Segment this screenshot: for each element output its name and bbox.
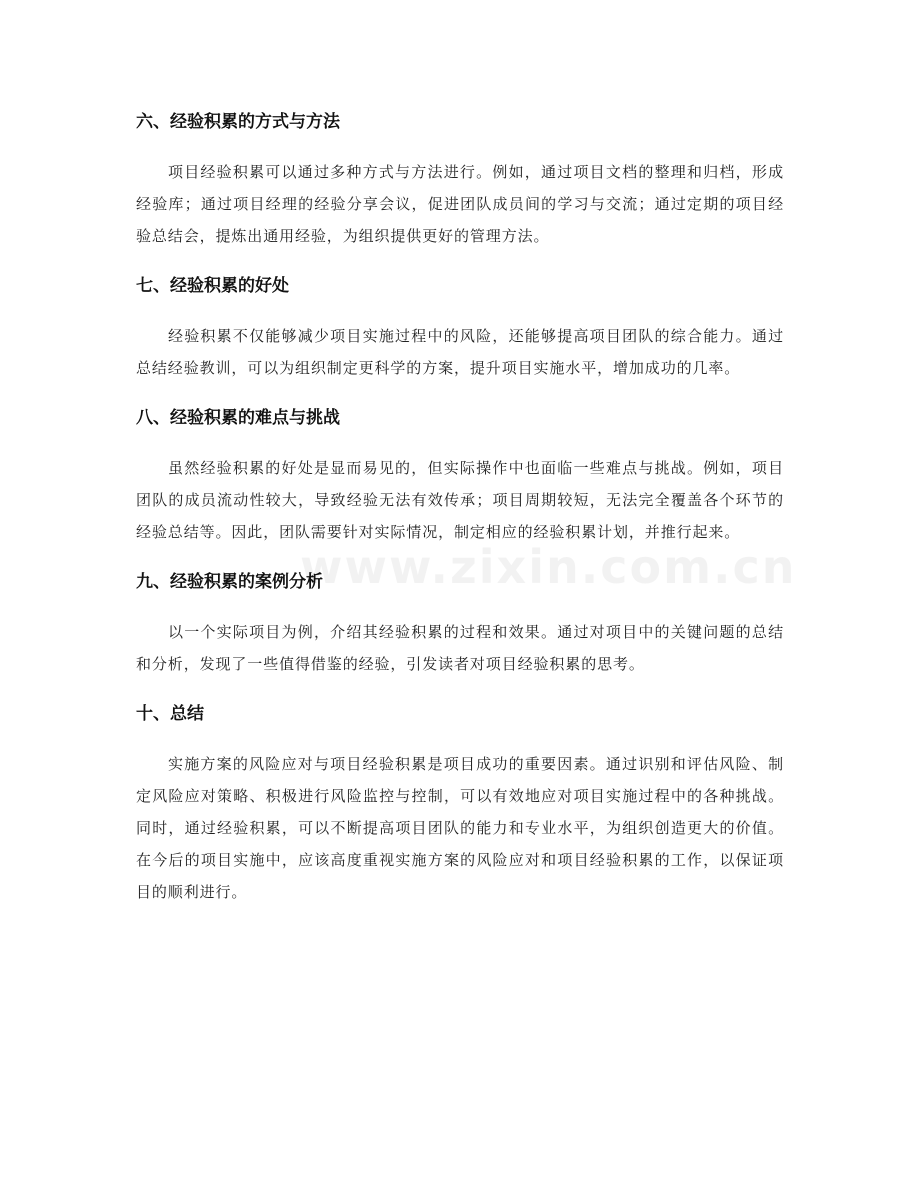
section-heading: 六、经验积累的方式与方法 [136, 112, 340, 132]
section-10 [136, 696, 784, 908]
section-paragraph: 经验积累不仅能够减少项目实施过程中的风险，还能够提高项目团队的综合能力。通过总结经验教训，可以为组织制定更科学的方案，提升项目实施水平，增加成功的几率。 [136, 327, 784, 377]
section-heading: 八、经验积累的难点与挑战 [136, 408, 340, 428]
section-8 [136, 400, 784, 548]
section-heading: 七、经验积累的好处 [136, 276, 289, 296]
section-6 [136, 104, 784, 252]
watermark: www.zixin.com.cn [300, 540, 797, 594]
document-page [136, 104, 784, 924]
section-heading: 九、经验积累的案例分析 [136, 572, 323, 592]
section-paragraph: 以一个实际项目为例，介绍其经验积累的过程和效果。通过对项目中的关键问题的总结和分析，发现了一些值得借鉴的经验，引发读者对项目经验积累的思考。 [136, 623, 784, 673]
section-9 [136, 564, 784, 680]
section-7 [136, 268, 784, 384]
section-paragraph: 虽然经验积累的好处是显而易见的，但实际操作中也面临一些难点与挑战。例如，项目团队的成员流动性较大，导致经验无法有效传承；项目周期较短，无法完全覆盖各个环节的经验总结等。因此，团队需要针对实际情况，制定相应的经验积累计划，并推行起来。 [136, 459, 784, 541]
section-paragraph: 实施方案的风险应对与项目经验积累是项目成功的重要因素。通过识别和评估风险、制定风险应对策略、积极进行风险监控与控制，可以有效地应对项目实施过程中的各种挑战。同时，通过经验积累，可以不断提高项目团队的能力和专业水平，为组织创造更大的价值。在今后的项目实施中，应该高度重视实施方案的风险应对和项目经验积累的工作，以保证项目的顺利进行。 [136, 755, 784, 901]
section-heading: 十、总结 [136, 704, 204, 724]
section-paragraph: 项目经验积累可以通过多种方式与方法进行。例如，通过项目文档的整理和归档，形成经验库；通过项目经理的经验分享会议，促进团队成员间的学习与交流；通过定期的项目经验总结会，提炼出通用经验，为组织提供更好的管理方法。 [136, 163, 784, 245]
